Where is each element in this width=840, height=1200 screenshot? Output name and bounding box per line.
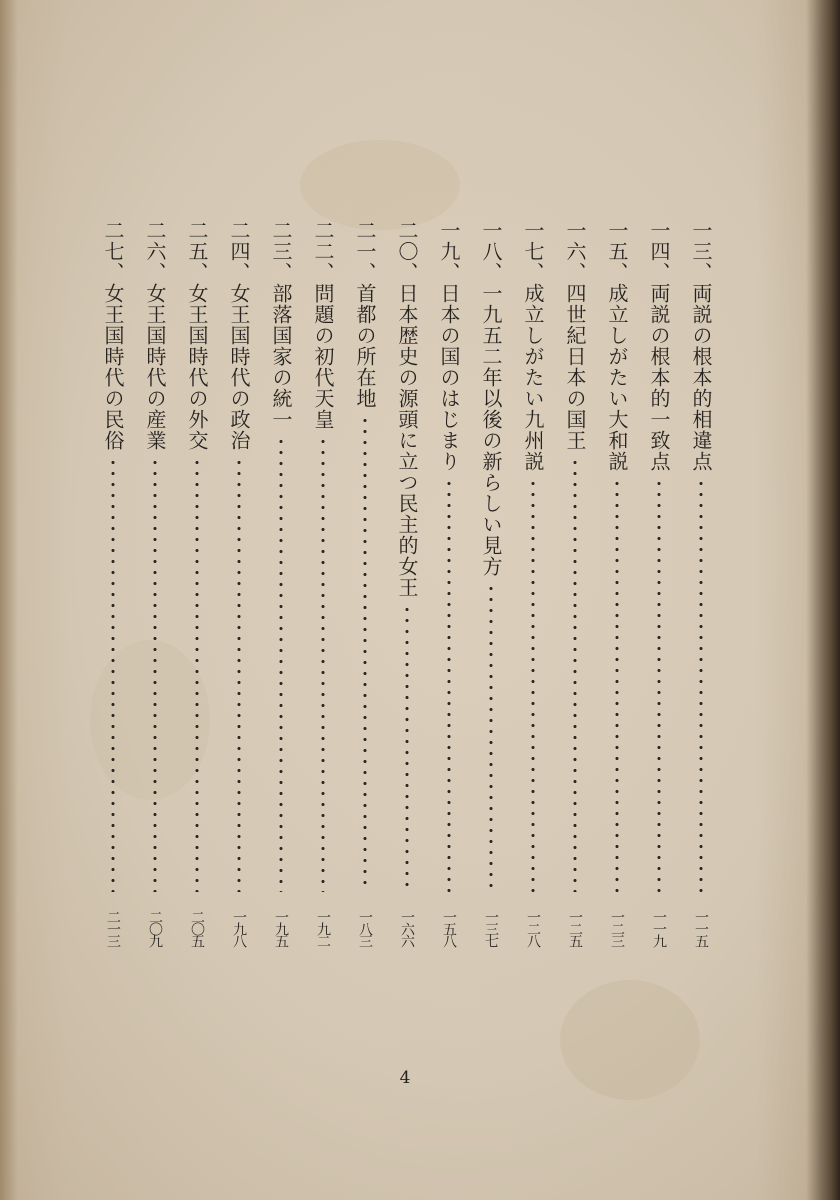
dotted-leader	[321, 436, 325, 892]
dotted-leader	[447, 478, 451, 892]
dotted-leader	[279, 436, 283, 892]
toc-entry-page-number: 一九二	[315, 910, 331, 946]
page-number: 4	[399, 1068, 411, 1088]
dotted-leader	[573, 457, 577, 892]
toc-entry	[266, 220, 296, 946]
toc-entry	[686, 220, 716, 946]
dotted-leader	[195, 457, 199, 892]
paper-stain	[300, 140, 460, 230]
toc-entry-page-number: 一二八	[525, 910, 541, 946]
dotted-leader	[699, 478, 703, 892]
toc-entry-title: 一七、成立しがたい九州説	[521, 220, 545, 472]
toc-entry-title: 一九、日本の国のはじまり	[437, 220, 461, 472]
toc-entry-title: 二五、女王国時代の外交	[185, 220, 209, 451]
toc-entry-page-number: 一九五	[273, 910, 289, 946]
toc-entry	[140, 220, 170, 946]
toc-entry-title: 一三、両説の根本的相違点	[689, 220, 713, 472]
toc-entry-title: 二七、女王国時代の民俗	[101, 220, 125, 451]
toc-entry	[392, 220, 422, 946]
toc-entry	[602, 220, 632, 946]
dotted-leader	[657, 478, 661, 892]
toc-entry-title: 一六、四世紀日本の国王	[563, 220, 587, 451]
toc-entry	[476, 220, 506, 946]
toc-entry-page-number: 一一九	[651, 910, 667, 946]
dotted-leader	[111, 457, 115, 892]
toc-entry	[644, 220, 674, 946]
toc-entry	[518, 220, 548, 946]
dotted-leader	[489, 583, 493, 892]
toc-entry-page-number: 二一三	[105, 910, 121, 946]
toc-entry-page-number: 一二三	[609, 910, 625, 946]
toc-entry-title: 一四、両説の根本的一致点	[647, 220, 671, 472]
toc-entry-page-number: 一一五	[693, 910, 709, 946]
toc-entry-title: 二三、部落国家の統一	[269, 220, 293, 430]
toc-entry-title: 二四、女王国時代の政治	[227, 220, 251, 451]
toc-entry	[224, 220, 254, 946]
toc-entry-page-number: 一五八	[441, 910, 457, 946]
dotted-leader	[363, 415, 367, 892]
toc-entry-title: 二〇、日本歴史の源頭に立つ民主的女王	[395, 220, 419, 598]
toc-entry	[434, 220, 464, 946]
toc-entry	[98, 220, 128, 946]
toc-entry	[560, 220, 590, 946]
toc-entry	[350, 220, 380, 946]
dotted-leader	[531, 478, 535, 892]
toc-entry-title: 一五、成立しがたい大和説	[605, 220, 629, 472]
toc-entry-page-number: 一二五	[567, 910, 583, 946]
toc-entry	[308, 220, 338, 946]
dotted-leader	[615, 478, 619, 892]
paper-stain	[560, 980, 700, 1100]
toc-entry-page-number: 一九八	[231, 910, 247, 946]
dotted-leader	[153, 457, 157, 892]
toc-entry-page-number: 二〇五	[189, 910, 205, 946]
dotted-leader	[405, 604, 409, 892]
toc-entry-title: 二一、首都の所在地	[353, 220, 377, 409]
toc-entry-page-number: 一六六	[399, 910, 415, 946]
toc-entry	[182, 220, 212, 946]
toc-entry-page-number: 一三七	[483, 910, 499, 946]
dotted-leader	[237, 457, 241, 892]
toc-entry-page-number: 一八三	[357, 910, 373, 946]
toc-entry-title: 一八、一九五二年以後の新らしい見方	[479, 220, 503, 577]
toc-entry-title: 二二、問題の初代天皇	[311, 220, 335, 430]
toc-entry-page-number: 二〇九	[147, 910, 163, 946]
toc-entry-title: 二六、女王国時代の産業	[143, 220, 167, 451]
